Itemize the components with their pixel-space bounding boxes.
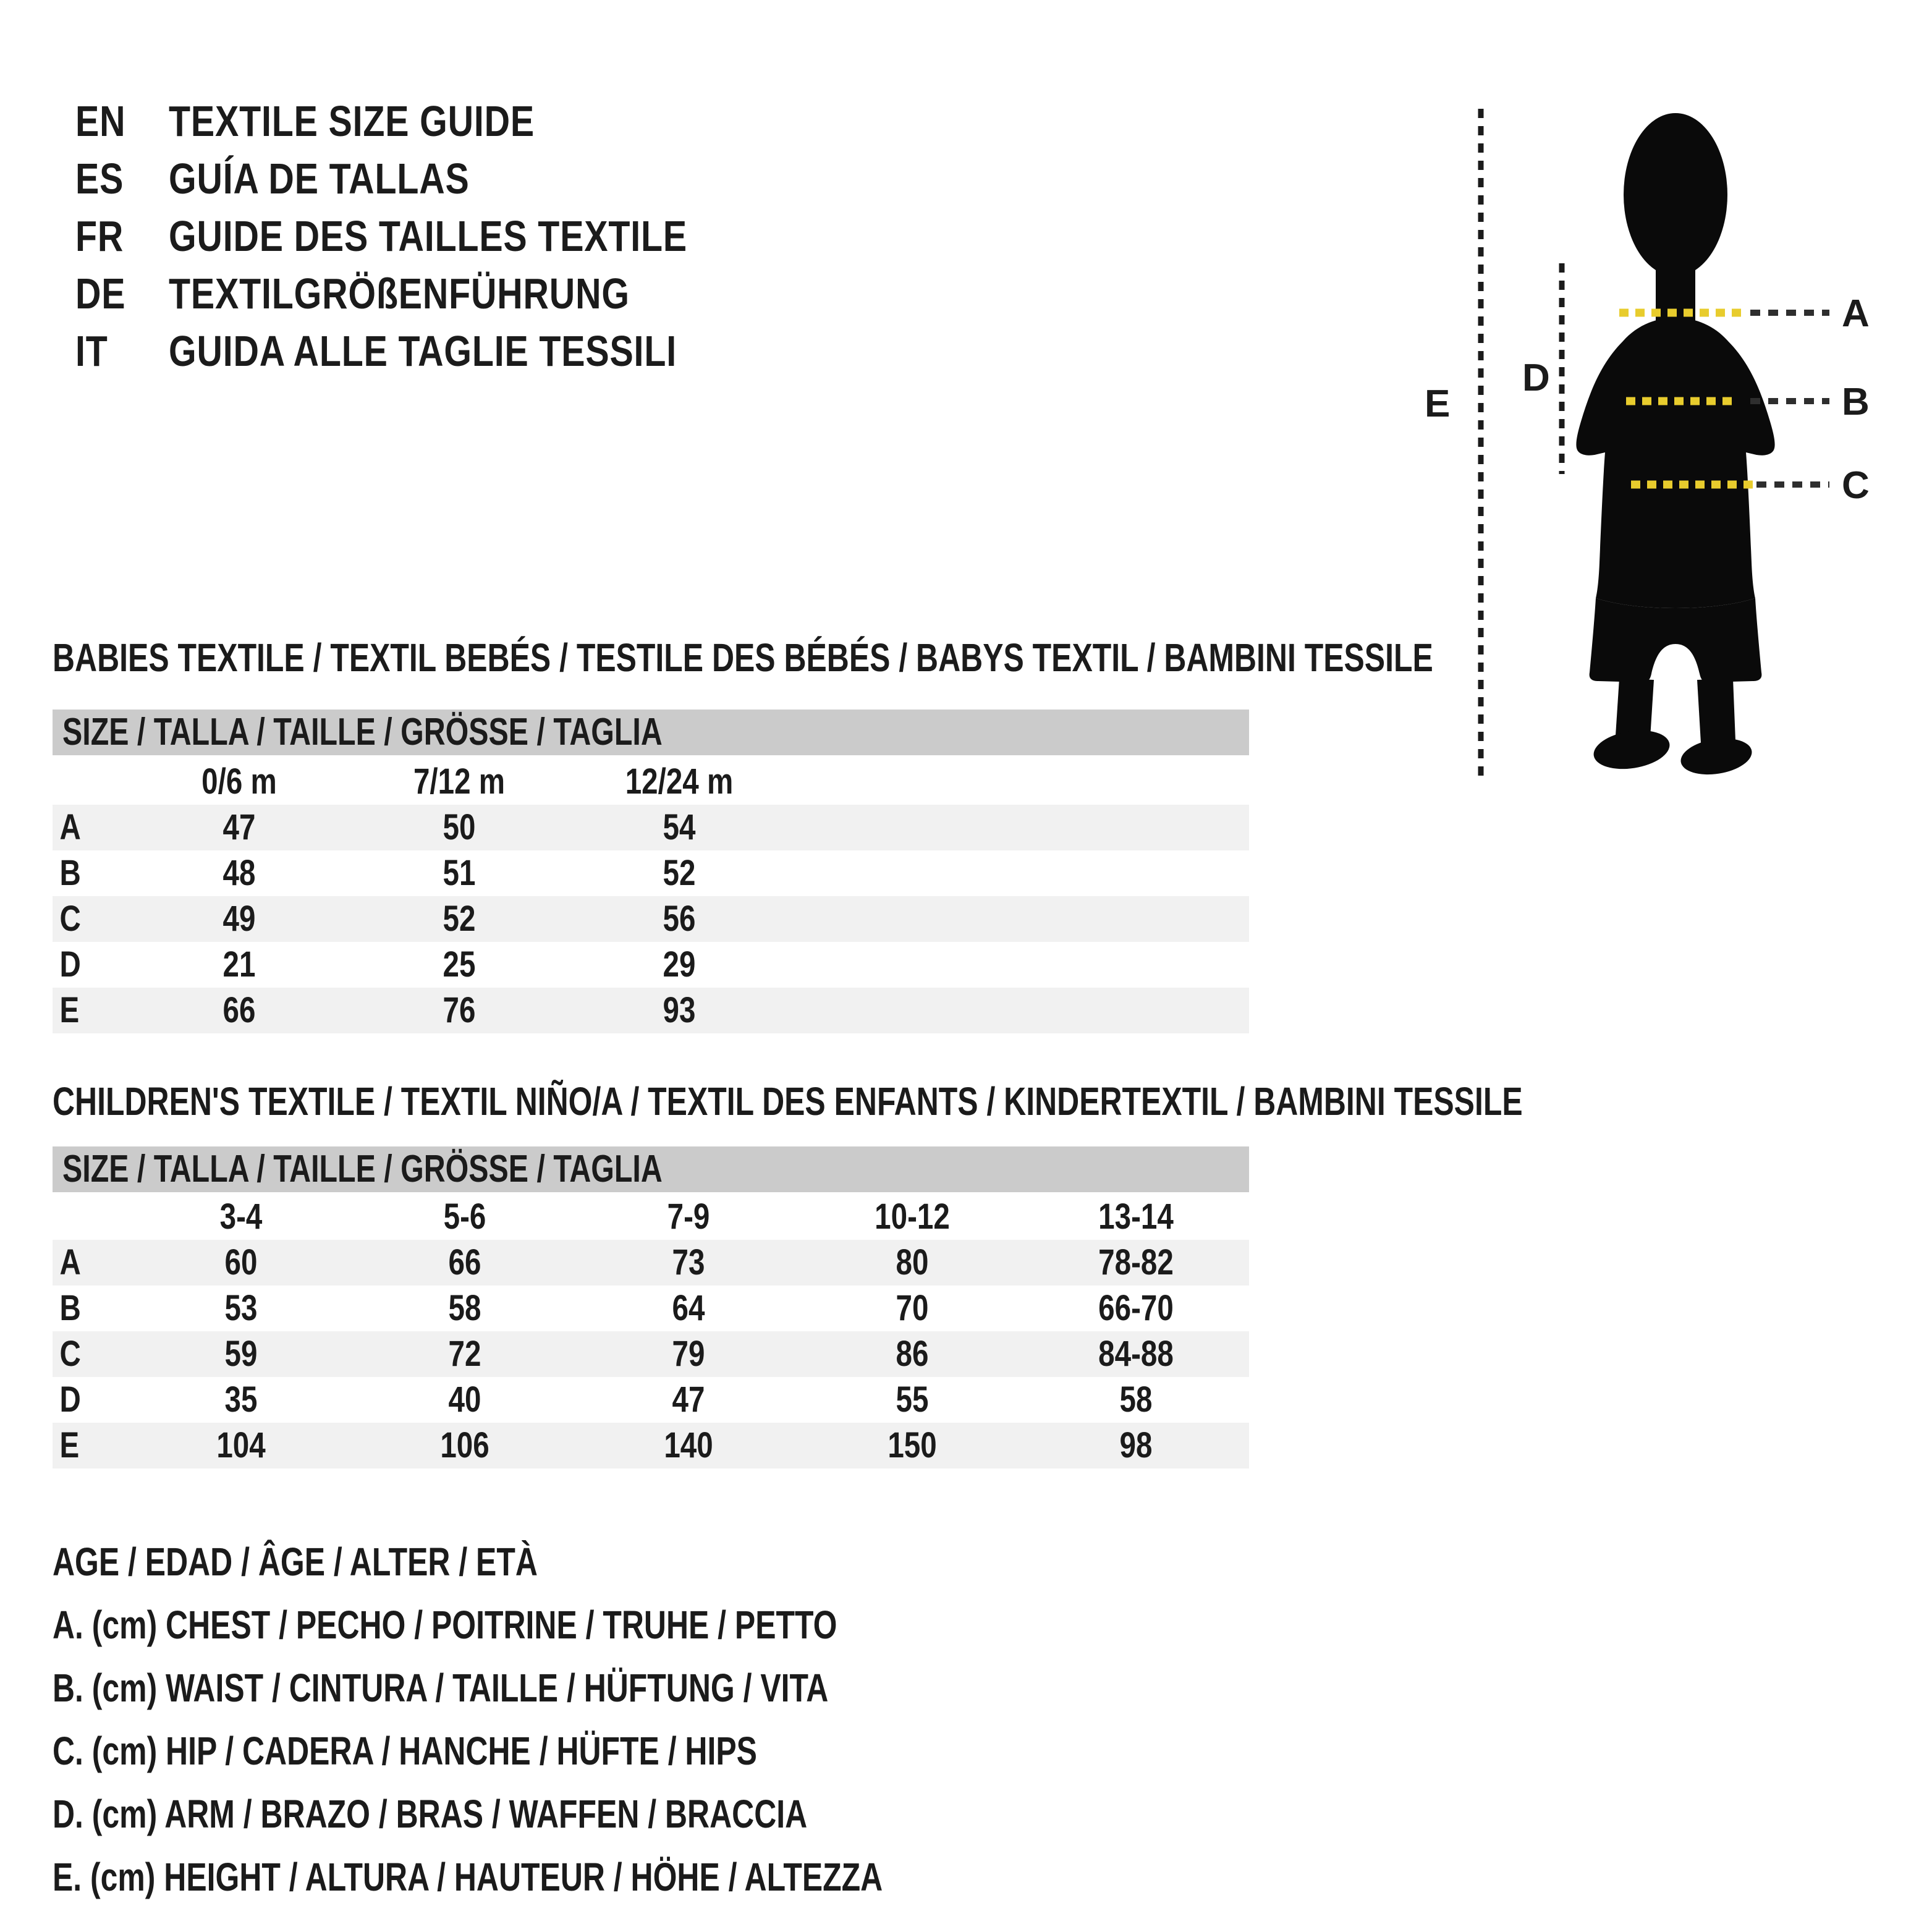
language-title: GUIDA ALLE TAGLIE TESSILI — [169, 327, 677, 375]
row-label: E — [59, 990, 80, 1030]
table-cell: 140 — [664, 1425, 713, 1465]
children-section-title: CHILDREN'S TEXTILE / TEXTIL NIÑO/A / TEXTIL DES ENFANTS / KINDERTEXTIL / BAMBINI TESSILE — [53, 1079, 1523, 1124]
table-cell: 51 — [443, 853, 476, 893]
table-cell: 47 — [672, 1379, 705, 1420]
table-cell: 106 — [440, 1425, 489, 1465]
column-header: 13-14 — [1098, 1197, 1174, 1237]
table-row-B — [53, 850, 1249, 896]
table-cell: 56 — [663, 899, 696, 939]
column-header: 7/12 m — [413, 761, 506, 802]
table-cell: 35 — [224, 1379, 258, 1420]
table-cell: 70 — [896, 1288, 929, 1328]
table-cell: 52 — [663, 853, 696, 893]
row-label: C — [59, 899, 81, 939]
babies-size-header-text: SIZE / TALLA / TAILLE / GRÖSSE / TAGLIA — [62, 711, 663, 753]
table-cell: 29 — [663, 944, 696, 985]
row-label: B — [59, 853, 81, 893]
table-cell: 60 — [224, 1242, 258, 1282]
row-label: B — [59, 1288, 81, 1328]
table-cell: 50 — [443, 807, 476, 847]
legend-line-chest: A. (cm) CHEST / PECHO / POITRINE / TRUHE / PETTO — [53, 1603, 837, 1647]
table-cell: 40 — [448, 1379, 481, 1420]
label-b: B — [1842, 381, 1870, 423]
language-code: DE — [75, 269, 126, 318]
row-label: D — [59, 1379, 81, 1420]
measurement-figure-svg — [1409, 74, 1932, 791]
column-header: 7-9 — [667, 1197, 710, 1237]
table-cell: 66 — [448, 1242, 481, 1282]
table-row-B — [53, 1286, 1249, 1331]
table-cell: 64 — [672, 1288, 705, 1328]
legend-line-age: AGE / EDAD / ÂGE / ALTER / ETÀ — [53, 1540, 538, 1584]
language-title: GUIDE DES TAILLES TEXTILE — [169, 212, 688, 260]
table-cell: 76 — [443, 990, 476, 1030]
language-code: ES — [75, 155, 124, 203]
table-row-D — [53, 942, 1249, 988]
table-cell: 93 — [663, 990, 696, 1030]
language-title: TEXTILGRÖßENFÜHRUNG — [169, 269, 630, 318]
table-row-A — [53, 805, 1249, 850]
column-header: 5-6 — [443, 1197, 486, 1237]
legend-line-arm: D. (cm) ARM / BRAZO / BRAS / WAFFEN / BRACCIA — [53, 1792, 808, 1836]
legend-line-height: E. (cm) HEIGHT / ALTURA / HAUTEUR / HÖHE / ALTEZZA — [53, 1855, 883, 1899]
column-header: 12/24 m — [625, 761, 734, 802]
measurement-figure — [1409, 74, 1932, 791]
row-label: D — [59, 944, 81, 985]
table-cell: 79 — [672, 1334, 705, 1374]
table-cell: 21 — [222, 944, 256, 985]
label-c: C — [1842, 464, 1870, 507]
column-header: 3-4 — [219, 1197, 263, 1237]
language-code: IT — [75, 327, 108, 375]
legend-line-hip: C. (cm) HIP / CADERA / HANCHE / HÜFTE / HIPS — [53, 1729, 757, 1773]
table-cell: 47 — [222, 807, 256, 847]
table-cell: 104 — [216, 1425, 266, 1465]
babies-size-header-bar — [53, 710, 1249, 755]
label-a: A — [1842, 292, 1870, 335]
table-cell: 53 — [224, 1288, 258, 1328]
table-cell: 66-70 — [1098, 1288, 1174, 1328]
table-cell: 98 — [1119, 1425, 1153, 1465]
table-cell: 150 — [888, 1425, 937, 1465]
table-cell: 86 — [896, 1334, 929, 1374]
table-cell: 25 — [443, 944, 476, 985]
language-title: GUÍA DE TALLAS — [169, 155, 470, 203]
table-cell: 58 — [1119, 1379, 1153, 1420]
table-cell: 52 — [443, 899, 476, 939]
table-cell: 72 — [448, 1334, 481, 1374]
table-cell: 80 — [896, 1242, 929, 1282]
table-cell: 54 — [663, 807, 696, 847]
column-header-row — [53, 1194, 1249, 1240]
child-silhouette — [1576, 113, 1774, 779]
row-label: C — [59, 1334, 81, 1374]
children-size-header-bar — [53, 1146, 1249, 1192]
table-cell: 78-82 — [1098, 1242, 1174, 1282]
column-header: 0/6 m — [201, 761, 277, 802]
row-label: A — [59, 807, 81, 847]
table-row-D — [53, 1377, 1249, 1423]
row-label: A — [59, 1242, 81, 1282]
label-e: E — [1425, 383, 1451, 425]
column-header-row — [53, 759, 1249, 805]
table-row-C — [53, 1331, 1249, 1377]
babies-table — [53, 759, 1249, 1033]
children-size-header-text: SIZE / TALLA / TAILLE / GRÖSSE / TAGLIA — [62, 1148, 663, 1190]
language-code: EN — [75, 97, 126, 145]
column-header: 10-12 — [875, 1197, 950, 1237]
table-cell: 48 — [222, 853, 256, 893]
row-label: E — [59, 1425, 80, 1465]
table-row-E — [53, 988, 1249, 1033]
table-cell: 58 — [448, 1288, 481, 1328]
table-row-C — [53, 896, 1249, 942]
language-title: TEXTILE SIZE GUIDE — [169, 97, 535, 145]
babies-section-title: BABIES TEXTILE / TEXTIL BEBÉS / TESTILE DES BÉBÉS / BABYS TEXTIL / BAMBINI TESSILE — [53, 635, 1433, 680]
table-cell: 84-88 — [1098, 1334, 1174, 1374]
table-cell: 49 — [222, 899, 256, 939]
table-cell: 55 — [896, 1379, 929, 1420]
table-cell: 66 — [222, 990, 256, 1030]
table-cell: 59 — [224, 1334, 258, 1374]
table-row-E — [53, 1423, 1249, 1468]
table-row-A — [53, 1240, 1249, 1286]
legend-line-waist: B. (cm) WAIST / CINTURA / TAILLE / HÜFTUNG / VITA — [53, 1666, 829, 1710]
table-cell: 73 — [672, 1242, 705, 1282]
children-table — [53, 1194, 1249, 1468]
language-code: FR — [75, 212, 124, 260]
label-d: D — [1522, 357, 1550, 399]
